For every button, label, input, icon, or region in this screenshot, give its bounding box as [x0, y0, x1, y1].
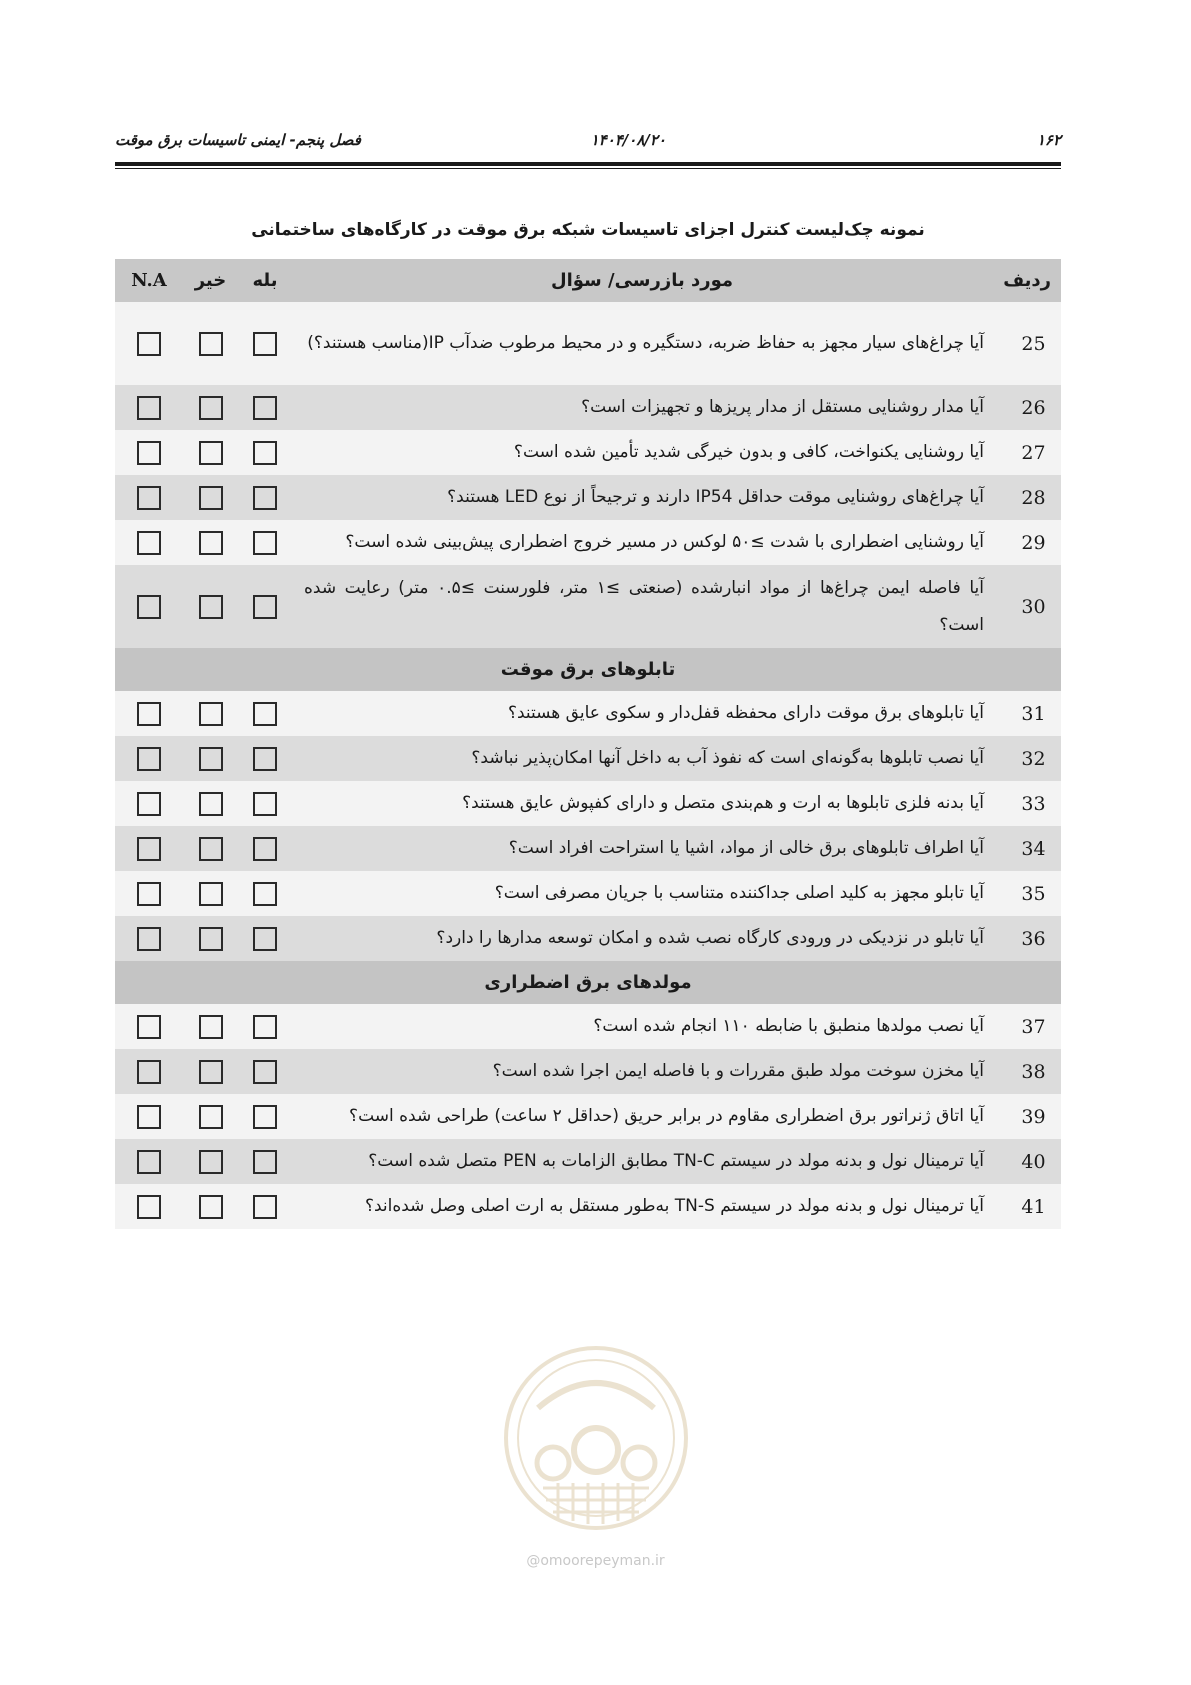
section-title-generators: مولدهای برق اضطراری: [115, 961, 1061, 1004]
row-number: 39: [992, 1094, 1061, 1139]
table-row: [115, 736, 1061, 781]
row-number: 38: [992, 1049, 1061, 1094]
no-checkbox[interactable]: [199, 702, 223, 726]
yes-checkbox[interactable]: [253, 882, 277, 906]
no-checkbox[interactable]: [199, 747, 223, 771]
checklist-title: نمونه چک‌لیست کنترل اجزای تاسیسات شبکه برق موقت در کارگاه‌های ساختمانی: [251, 220, 925, 240]
yes-checkbox[interactable]: [253, 1150, 277, 1174]
na-checkbox[interactable]: [137, 1060, 161, 1084]
na-checkbox[interactable]: [137, 927, 161, 951]
row-number: 31: [992, 691, 1061, 736]
yes-checkbox[interactable]: [253, 486, 277, 510]
yes-checkbox[interactable]: [253, 531, 277, 555]
no-checkbox[interactable]: [199, 792, 223, 816]
no-checkbox[interactable]: [199, 1105, 223, 1129]
yes-checkbox[interactable]: [253, 1015, 277, 1039]
table-row: [115, 826, 1061, 871]
table-row: [115, 565, 1061, 648]
page-header: [115, 131, 1061, 155]
row-number: 40: [992, 1139, 1061, 1184]
question-text: آیا روشنایی یکنواخت، کافی و بدون خیرگی شدید تأمین شده است؟: [292, 430, 992, 475]
yes-checkbox[interactable]: [253, 1060, 277, 1084]
table-row: [115, 781, 1061, 826]
table-row: [115, 691, 1061, 736]
no-checkbox[interactable]: [199, 1195, 223, 1219]
yes-checkbox[interactable]: [253, 1195, 277, 1219]
na-checkbox[interactable]: [137, 1195, 161, 1219]
column-header-no: خیر: [183, 259, 238, 302]
table-row: [115, 1004, 1061, 1049]
question-text: آیا روشنایی اضطراری با شدت ≥۵۰ لوکس در مسیر خروج اضطراری پیش‌بینی شده است؟: [292, 520, 992, 565]
question-text: آیا اتاق ژنراتور برق اضطراری مقاوم در برابر حریق (حداقل ۲ ساعت) طراحی شده است؟: [292, 1094, 992, 1139]
row-number: 25: [992, 302, 1061, 385]
na-checkbox[interactable]: [137, 1150, 161, 1174]
table-header-row: [115, 259, 1061, 302]
row-number: 28: [992, 475, 1061, 520]
yes-checkbox[interactable]: [253, 1105, 277, 1129]
na-checkbox[interactable]: [137, 792, 161, 816]
table-row: [115, 430, 1061, 475]
na-checkbox[interactable]: [137, 441, 161, 465]
section-header-row: [115, 961, 1061, 1004]
question-text: آیا تابلوهای برق موقت دارای محفظه قفل‌دار و سکوی عایق هستند؟: [292, 691, 992, 736]
row-number: 30: [992, 565, 1061, 648]
checklist-table: [115, 259, 1061, 1229]
no-checkbox[interactable]: [199, 1015, 223, 1039]
page-number: ۱۶۲: [1036, 131, 1061, 149]
column-header-yes: بله: [238, 259, 292, 302]
yes-checkbox[interactable]: [253, 396, 277, 420]
row-number: 33: [992, 781, 1061, 826]
row-number: 41: [992, 1184, 1061, 1229]
yes-checkbox[interactable]: [253, 332, 277, 356]
table-row: [115, 302, 1061, 385]
table-row: [115, 1094, 1061, 1139]
na-checkbox[interactable]: [137, 531, 161, 555]
chapter-title: فصل پنجم- ایمنی تاسیسات برق موقت: [115, 131, 361, 149]
na-checkbox[interactable]: [137, 396, 161, 420]
row-number: 34: [992, 826, 1061, 871]
yes-checkbox[interactable]: [253, 837, 277, 861]
table-row: [115, 916, 1061, 961]
row-number: 32: [992, 736, 1061, 781]
na-checkbox[interactable]: [137, 1015, 161, 1039]
no-checkbox[interactable]: [199, 531, 223, 555]
row-number: 26: [992, 385, 1061, 430]
table-row: [115, 1049, 1061, 1094]
no-checkbox[interactable]: [199, 396, 223, 420]
question-text: آیا چراغ‌های سیار مجهز به حفاظ ضربه، دستگیره و در محیط مرطوب ضدآب IP(مناسب هستند؟): [292, 302, 992, 385]
na-checkbox[interactable]: [137, 837, 161, 861]
no-checkbox[interactable]: [199, 1060, 223, 1084]
question-text: آیا اطراف تابلوهای برق خالی از مواد، اشیا یا استراحت افراد است؟: [292, 826, 992, 871]
question-text: آیا نصب تابلوها به‌گونه‌ای است که نفوذ آب به داخل آنها امکان‌پذیر نباشد؟: [292, 736, 992, 781]
no-checkbox[interactable]: [199, 441, 223, 465]
no-checkbox[interactable]: [199, 486, 223, 510]
table-row: [115, 1139, 1061, 1184]
column-header-na: N.A: [115, 259, 183, 302]
row-number: 27: [992, 430, 1061, 475]
table-row: [115, 1184, 1061, 1229]
yes-checkbox[interactable]: [253, 702, 277, 726]
row-number: 35: [992, 871, 1061, 916]
na-checkbox[interactable]: [137, 1105, 161, 1129]
yes-checkbox[interactable]: [253, 792, 277, 816]
question-text: آیا تابلو مجهز به کلید اصلی جداکننده متناسب با جریان مصرفی است؟: [292, 871, 992, 916]
no-checkbox[interactable]: [199, 927, 223, 951]
table-row: [115, 520, 1061, 565]
watermark-site: @omoorepeyman.ir: [526, 1553, 665, 1569]
no-checkbox[interactable]: [199, 837, 223, 861]
table-row: [115, 385, 1061, 430]
no-checkbox[interactable]: [199, 1150, 223, 1174]
row-number: 37: [992, 1004, 1061, 1049]
no-checkbox[interactable]: [199, 882, 223, 906]
yes-checkbox[interactable]: [253, 441, 277, 465]
row-number: 36: [992, 916, 1061, 961]
question-text: آیا ترمینال نول و بدنه مولد در سیستم TN-C مطابق الزامات به PEN متصل شده است؟: [292, 1139, 992, 1184]
table-row: [115, 871, 1061, 916]
na-checkbox[interactable]: [137, 332, 161, 356]
na-checkbox[interactable]: [137, 486, 161, 510]
column-header-question: مورد بازرسی/ سؤال: [292, 259, 992, 302]
question-text: آیا نصب مولدها منطبق با ضابطه ۱۱۰ انجام شده است؟: [292, 1004, 992, 1049]
yes-checkbox[interactable]: [253, 595, 277, 619]
watermark-logo: [498, 1338, 694, 1578]
question-text: آیا بدنه فلزی تابلوها به ارت و هم‌بندی متصل و دارای کفپوش عایق هستند؟: [292, 781, 992, 826]
header-date: ۱۴۰۴/۰۸/۲۰: [590, 131, 666, 149]
question-text: آیا چراغ‌های روشنایی موقت حداقل IP54 دارند و ترجیحاً از نوع LED هستند؟: [292, 475, 992, 520]
section-title-panels: تابلوهای برق موقت: [115, 648, 1061, 691]
no-checkbox[interactable]: [199, 595, 223, 619]
header-rule-thin: [115, 168, 1061, 169]
no-checkbox[interactable]: [199, 332, 223, 356]
na-checkbox[interactable]: [137, 747, 161, 771]
question-text: آیا مدار روشنایی مستقل از مدار پریزها و تجهیزات است؟: [292, 385, 992, 430]
question-text: آیا فاصله ایمن چراغ‌ها از مواد انبارشده (صنعتی ≥۱ متر، فلورسنت ≥۰.۵ متر) رعایت شده است؟: [292, 565, 992, 648]
yes-checkbox[interactable]: [253, 927, 277, 951]
yes-checkbox[interactable]: [253, 747, 277, 771]
na-checkbox[interactable]: [137, 595, 161, 619]
row-number: 29: [992, 520, 1061, 565]
na-checkbox[interactable]: [137, 702, 161, 726]
question-text: آیا تابلو در نزدیکی در ورودی کارگاه نصب شده و امکان توسعه مدارها را دارد؟: [292, 916, 992, 961]
table-row: [115, 475, 1061, 520]
section-header-row: [115, 648, 1061, 691]
column-header-row-number: ردیف: [992, 259, 1061, 302]
question-text: آیا ترمینال نول و بدنه مولد در سیستم TN-S به‌طور مستقل به ارت اصلی وصل شده‌اند؟: [292, 1184, 992, 1229]
na-checkbox[interactable]: [137, 882, 161, 906]
question-text: آیا مخزن سوخت مولد طبق مقررات و با فاصله ایمن اجرا شده است؟: [292, 1049, 992, 1094]
header-rule-thick: [115, 162, 1061, 166]
